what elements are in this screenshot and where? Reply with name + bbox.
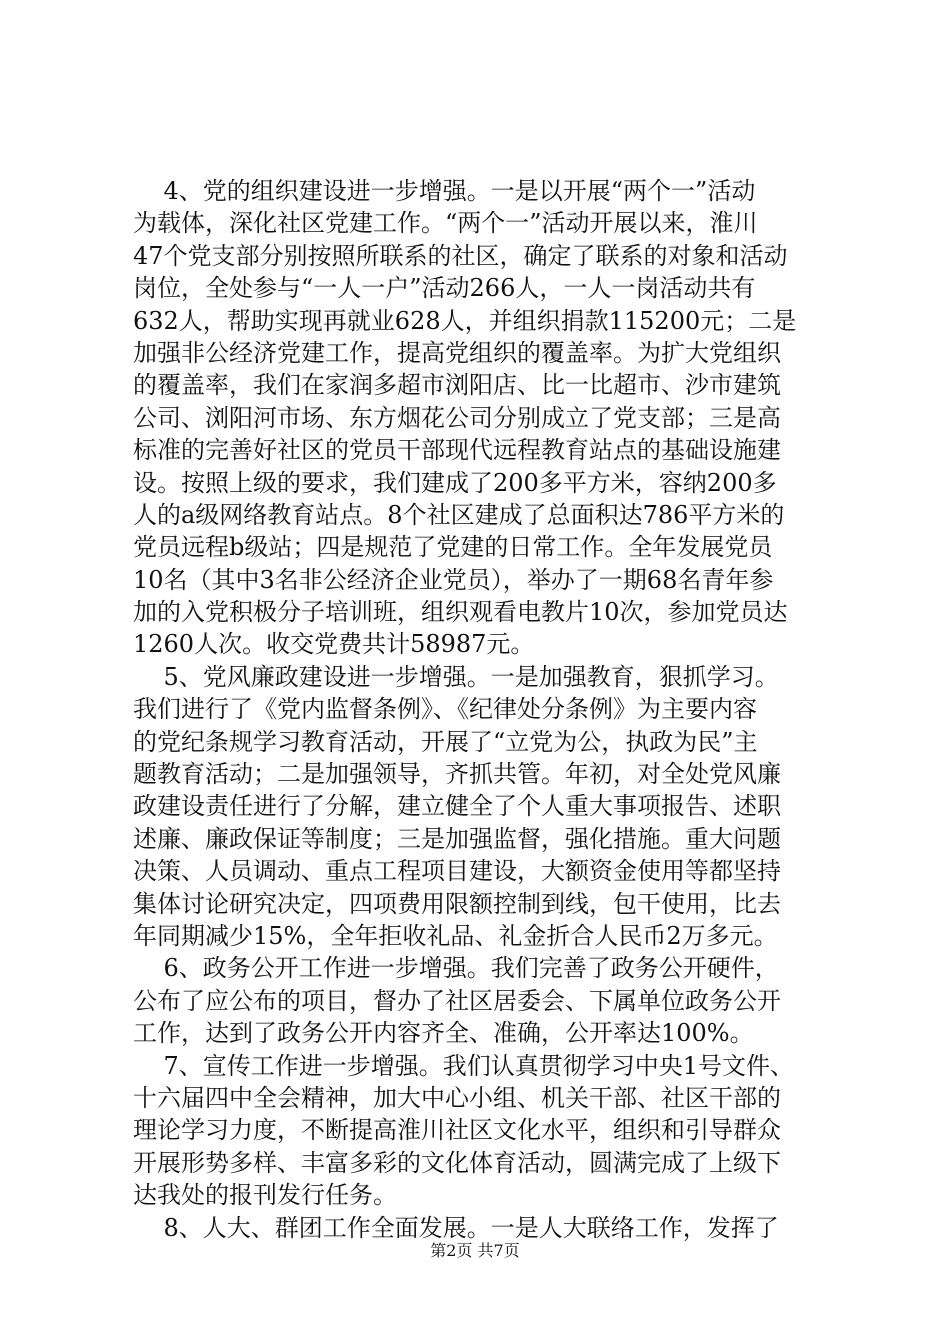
text-line: 公司、浏阳河市场、东方烟花公司分别成立了党支部；三是高 xyxy=(133,403,781,432)
text-line: 1260人次。收交党费共计58987元。 xyxy=(133,630,535,659)
text-line: 我们进行了《党内监督条例》、《纪律处分条例》为主要内容 xyxy=(133,695,757,724)
text-line: 公布了应公布的项目，督办了社区居委会、下属单位政务公开 xyxy=(133,986,781,1015)
text-line: 岗位，全处参与“一人一户”活动266人，一人一岗活动共有 xyxy=(133,274,756,303)
text-line: 5、党风廉政建设进一步增强。一是加强教育，狠抓学习。 xyxy=(133,662,779,691)
text-line: 理论学习力度，不断提高淮川社区文化水平，组织和引导群众 xyxy=(133,1116,781,1145)
text-line: 加的入党积极分子培训班，组织观看电教片10次，参加党员达 xyxy=(133,598,788,627)
text-line: 加强非公经济党建工作，提高党组织的覆盖率。为扩大党组织 xyxy=(133,338,781,367)
page-footer: 第2页 共7页 xyxy=(430,1241,520,1260)
text-line: 十六届四中全会精神，加大中心小组、机关干部、社区干部的 xyxy=(133,1083,781,1112)
text-line: 632人，帮助实现再就业628人，并组织捐款115200元；二是 xyxy=(133,306,797,335)
text-line: 为载体，深化社区党建工作。“两个一”活动开展以来，淮川 xyxy=(133,209,758,238)
document-body xyxy=(133,175,833,1244)
text-line: 10名（其中3名非公经济企业党员），举办了一期68名青年参 xyxy=(133,565,774,594)
text-line: 设。按照上级的要求，我们建成了200多平方米，容纳200多 xyxy=(133,468,777,497)
text-line: 达我处的报刊发行任务。 xyxy=(133,1181,397,1210)
text-line: 党员远程b级站；四是规范了党建的日常工作。全年发展党员 xyxy=(133,533,773,562)
text-line: 的覆盖率，我们在家润多超市浏阳店、比一比超市、沙市建筑 xyxy=(133,371,781,400)
text-line: 政建设责任进行了分解，建立健全了个人重大事项报告、述职 xyxy=(133,792,781,821)
text-line: 47个党支部分别按照所联系的社区，确定了联系的对象和活动 xyxy=(133,241,788,270)
text-line: 述廉、廉政保证等制度；三是加强监督，强化措施。重大问题 xyxy=(133,824,781,853)
text-line: 题教育活动；二是加强领导，齐抓共管。年初，对全处党风廉 xyxy=(133,760,781,789)
text-line: 决策、人员调动、重点工程项目建设，大额资金使用等都坚持 xyxy=(133,857,781,886)
text-line: 集体讨论研究决定，四项费用限额控制到线，包干使用，比去 xyxy=(133,889,781,918)
text-line: 的党纪条规学习教育活动，开展了“立党为公，执政为民”主 xyxy=(133,727,758,756)
text-line: 标准的完善好社区的党员干部现代远程教育站点的基础设施建 xyxy=(133,436,781,465)
text-line: 人的a级网络教育站点。8个社区建成了总面积达786平方米的 xyxy=(133,500,785,529)
text-line: 开展形势多样、丰富多彩的文化体育活动，圆满完成了上级下 xyxy=(133,1148,781,1177)
text-line: 工作，达到了政务公开内容齐全、准确，公开率达100%。 xyxy=(133,1019,754,1048)
text-line: 8、人大、群团工作全面发展。一是人大联络工作，发挥了 xyxy=(133,1213,779,1242)
text-line: 6、政务公开工作进一步增强。我们完善了政务公开硬件， xyxy=(133,954,779,983)
text-line: 7、宣传工作进一步增强。我们认真贯彻学习中央1号文件、 xyxy=(133,1051,795,1080)
text-line: 年同期减少15%，全年拒收礼品、礼金折合人民币2万多元。 xyxy=(133,921,778,950)
text-line: 4、党的组织建设进一步增强。一是以开展“两个一”活动 xyxy=(133,177,756,205)
